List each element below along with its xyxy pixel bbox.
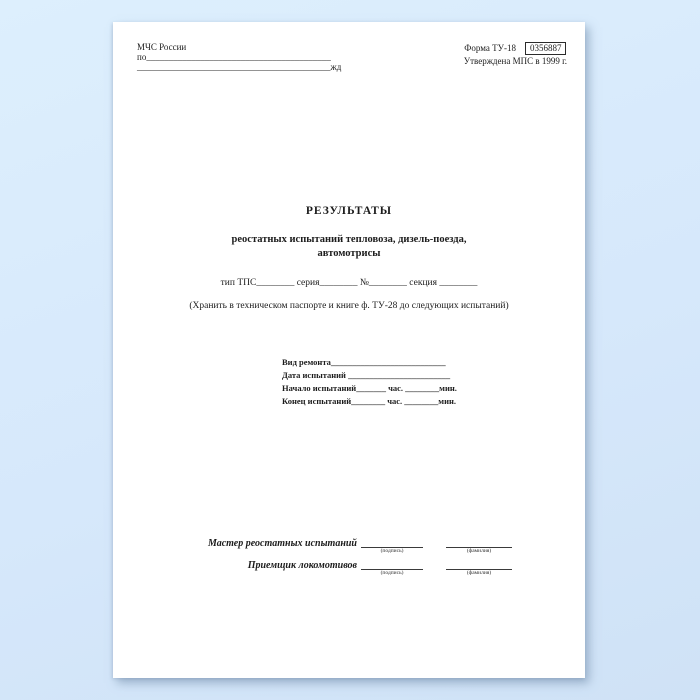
approval-note: Утверждена МПС в 1999 г. bbox=[463, 56, 567, 66]
signature-role: Приемщик локомотивов bbox=[247, 560, 357, 571]
org-name: МЧС России bbox=[137, 42, 187, 52]
storage-note: (Хранить в техническом паспорте и книге ф. ТУ-28 до следующих испытаний) bbox=[189, 301, 509, 311]
signature-name-field bbox=[446, 537, 512, 555]
form-code-label: Форма ТУ-18 bbox=[464, 43, 516, 53]
form-code-row bbox=[464, 42, 567, 55]
signature-row-inspector bbox=[113, 559, 585, 577]
org-block bbox=[137, 42, 341, 72]
signature-line bbox=[361, 559, 423, 570]
document-title: РЕЗУЛЬТАТЫ bbox=[305, 205, 393, 217]
signature-sign-field bbox=[361, 537, 423, 555]
signature-sublabel: (фамилия) bbox=[466, 548, 492, 554]
test-info-fields bbox=[282, 356, 457, 408]
form-header bbox=[137, 42, 567, 72]
signature-sign-field bbox=[361, 559, 423, 577]
form-number-box: 0356887 bbox=[525, 42, 567, 55]
signature-sublabel: (подпись) bbox=[380, 570, 404, 576]
form-page bbox=[113, 22, 585, 678]
org-fill-line-zhd: ___________________________________________жд bbox=[137, 62, 342, 72]
form-code-block bbox=[464, 42, 567, 68]
field-test-start: Начало испытаний_______ час. ________мин. bbox=[282, 382, 457, 393]
signature-sublabel: (подпись) bbox=[380, 548, 404, 554]
field-repair-type: Вид ремонта___________________________ bbox=[282, 357, 446, 367]
signature-block bbox=[113, 537, 585, 581]
signature-role: Мастер реостатных испытаний bbox=[207, 538, 357, 549]
subtitle-line-1: реостатных испытаний тепловоза, дизель-поезда, bbox=[231, 234, 467, 245]
field-test-end: Конец испытаний________ час. ________мин. bbox=[282, 395, 457, 406]
signature-line bbox=[446, 559, 512, 570]
document-subtitle bbox=[113, 233, 585, 260]
subtitle-line-2: автомотрисы bbox=[317, 247, 381, 259]
signature-row-master bbox=[113, 537, 585, 555]
signature-sublabel: (фамилия) bbox=[466, 570, 492, 576]
signature-line bbox=[446, 537, 512, 548]
tps-type-line: тип ТПС________ серия________ №________ секция ________ bbox=[220, 278, 478, 288]
signature-name-field bbox=[446, 559, 512, 577]
signature-line bbox=[361, 537, 423, 548]
org-fill-line-po: по_________________________________________ bbox=[137, 52, 331, 62]
field-test-date: Дата испытаний ________________________ bbox=[282, 369, 451, 380]
